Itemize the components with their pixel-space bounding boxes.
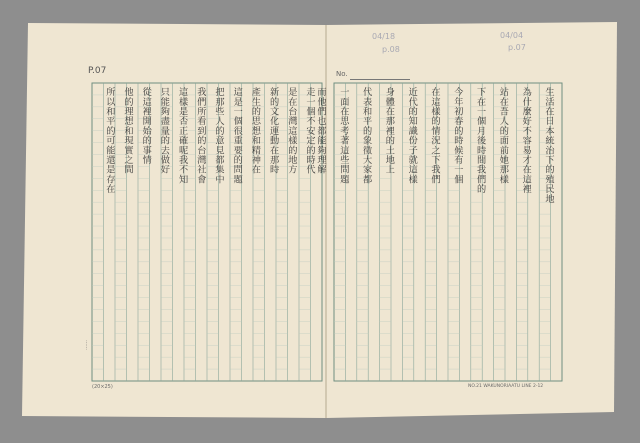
manuscript-column: 他的理想和現實之間	[122, 87, 133, 175]
manuscript-column: 下在一個月後時間我們的	[474, 87, 486, 194]
manuscript-column: 產生的思想和精神在	[249, 87, 261, 175]
manuscript-column: 生活在日本統治下的殖民地	[543, 87, 554, 204]
manuscript-column: 代表和平的象徵大家都	[360, 87, 372, 184]
manuscript-column: 我們所看到的台灣社會	[194, 87, 206, 184]
manuscript-column: 是在台灣這樣的地方	[285, 87, 297, 175]
right-page-paper	[326, 22, 617, 418]
left-page-paper	[22, 23, 326, 418]
left-footer-code: (20×25)	[92, 384, 113, 390]
manuscript-column: 為什麼好不容易才在這裡	[520, 87, 532, 194]
right-header-line: No.	[336, 70, 348, 78]
pencil-note-2: 04/04	[500, 31, 524, 40]
manuscript-column: 這樣是否正確呢我不知	[176, 87, 188, 184]
right-header-rule	[350, 79, 410, 80]
pencil-note-1: 04/18	[372, 32, 396, 41]
manuscript-column: 只能夠盡量的去做好	[158, 87, 170, 175]
manuscript-column: 今年初春的時候有一個	[451, 87, 463, 184]
manuscript-column: 身體在那裡的土地上	[383, 87, 395, 175]
right-footer-code: NO.21 WAKUNORIAATU LINE 2-12	[468, 384, 544, 389]
manuscript-column: 所以和平的可能還是存在	[103, 87, 115, 194]
manuscript-column: 從這裡開始的事情	[140, 87, 152, 165]
manuscript-column: 近代的知識份子就這樣	[406, 87, 418, 184]
manuscript-column: 站在吾人的面前她那樣	[497, 87, 509, 184]
left-margin-marks: ……	[84, 340, 90, 350]
manuscript-column: 新的文化運動在那時	[267, 87, 279, 175]
manuscript-column: 把那些人的意見都集中	[213, 87, 224, 184]
pencil-note-2b: p.07	[508, 43, 526, 52]
page-number-left: P.07	[88, 66, 107, 76]
manuscript-column: 這是一個很重要的問題	[231, 87, 243, 184]
manuscript-column: 在這樣的情況之下我們	[429, 87, 440, 184]
manuscript-column: 而他們也都能夠理解	[315, 87, 326, 175]
pencil-note-1b: p.08	[382, 45, 400, 54]
manuscript-column: 走一個不安定的時代	[304, 87, 315, 175]
manuscript-column: 一面在思考著這些問題	[337, 87, 349, 184]
